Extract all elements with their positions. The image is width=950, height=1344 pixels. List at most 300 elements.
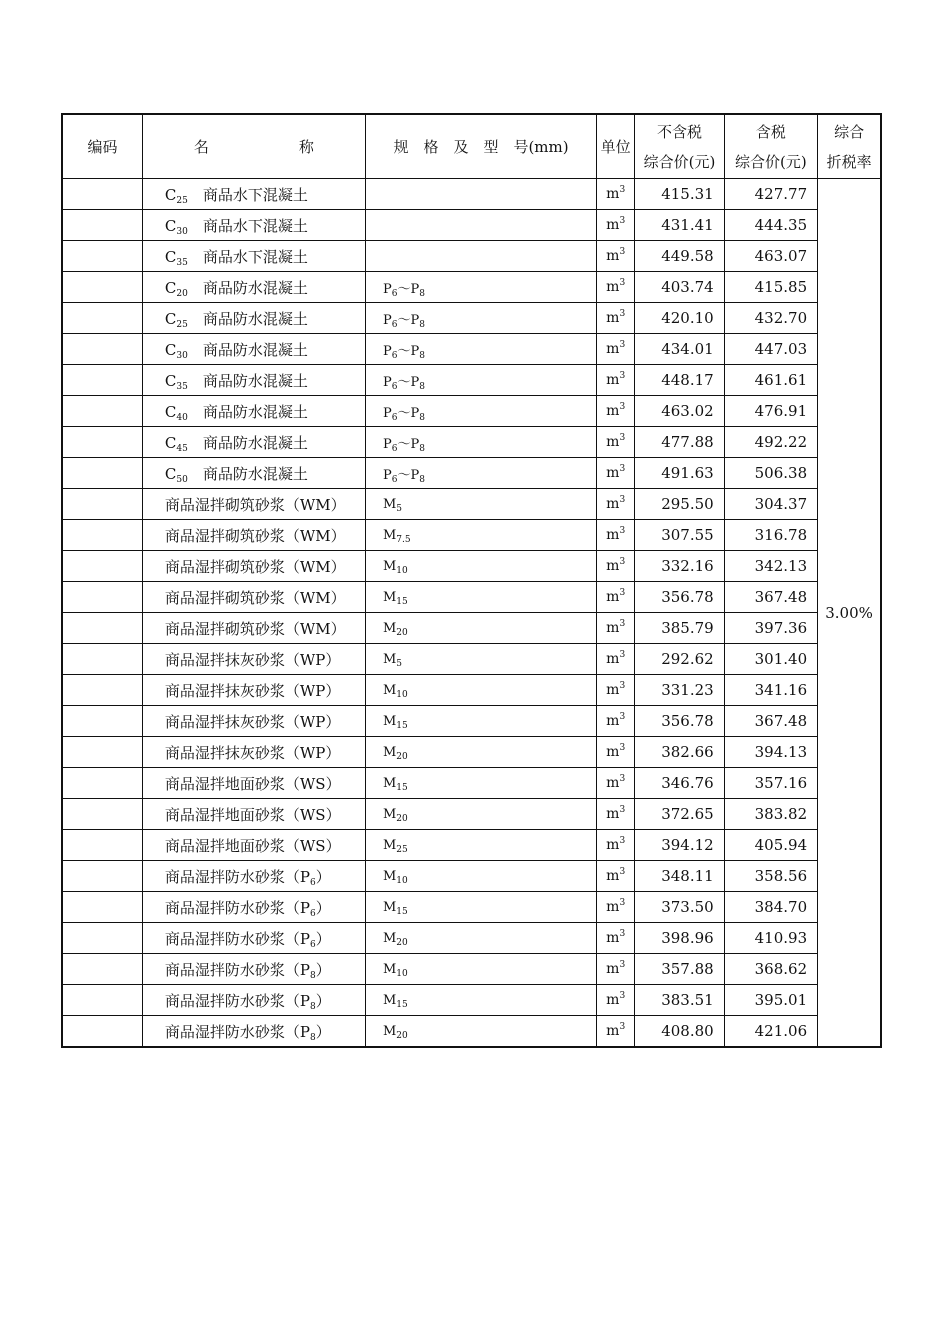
spec-subscript: 20 xyxy=(396,627,408,638)
cell-name xyxy=(142,892,365,923)
unit-base: m xyxy=(606,651,620,667)
unit-base: m xyxy=(606,186,620,202)
cell-code xyxy=(62,520,142,551)
cell-name xyxy=(142,737,365,768)
cell-name xyxy=(142,768,365,799)
cell-spec xyxy=(365,396,596,427)
unit-exponent: 3 xyxy=(619,991,626,1001)
cell-name xyxy=(142,489,365,520)
grade-letter: C xyxy=(164,433,177,452)
cell-code xyxy=(62,985,142,1016)
cell-unit xyxy=(597,396,635,427)
grade-letter: C xyxy=(164,278,177,297)
grade-letter: C xyxy=(164,309,177,328)
cell-price-incl-tax: 492.22 xyxy=(724,427,817,458)
unit-base: m xyxy=(606,620,620,636)
name-subscript: 6 xyxy=(309,877,316,888)
material-name: 商品湿拌抹灰砂浆（WP） xyxy=(164,650,341,669)
cell-name xyxy=(142,830,365,861)
table-row xyxy=(62,1016,881,1048)
cell-name xyxy=(142,799,365,830)
cell-code xyxy=(62,334,142,365)
cell-price-excl-tax: 292.62 xyxy=(635,644,724,675)
name-subscript: 8 xyxy=(309,1032,316,1043)
spec-main: M xyxy=(382,992,397,1008)
cell-code xyxy=(62,1016,142,1048)
table-row xyxy=(62,582,881,613)
spec-main: M xyxy=(382,527,397,543)
name-subscript: 8 xyxy=(309,1001,316,1012)
cell-price-incl-tax: 405.94 xyxy=(724,830,817,861)
cell-name xyxy=(142,954,365,985)
name-tail: ） xyxy=(315,867,331,886)
spec-subscript: 20 xyxy=(396,751,408,762)
cell-price-incl-tax: 341.16 xyxy=(724,675,817,706)
cell-code xyxy=(62,551,142,582)
unit-exponent: 3 xyxy=(619,650,626,660)
cell-unit xyxy=(597,737,635,768)
cell-name xyxy=(142,1016,365,1048)
cell-unit xyxy=(597,1016,635,1048)
spec-subscript: 5 xyxy=(396,658,403,669)
cell-name xyxy=(142,210,365,241)
unit-exponent: 3 xyxy=(619,247,626,257)
cell-code xyxy=(62,458,142,489)
header-code: 编码 xyxy=(62,114,142,179)
spec-main: M xyxy=(382,775,397,791)
unit-exponent: 3 xyxy=(619,216,626,226)
grade-subscript: 35 xyxy=(176,257,188,268)
table-row xyxy=(62,613,881,644)
cell-spec xyxy=(365,861,596,892)
cell-spec xyxy=(365,768,596,799)
material-name: 商品防水混凝土 xyxy=(202,278,308,297)
cell-spec xyxy=(365,179,596,210)
unit-base: m xyxy=(606,992,620,1008)
cell-price-incl-tax: 506.38 xyxy=(724,458,817,489)
header-rate-line2: 折税率 xyxy=(826,152,872,171)
unit-exponent: 3 xyxy=(619,836,626,846)
spec-subscript: 15 xyxy=(396,596,408,607)
unit-exponent: 3 xyxy=(619,371,626,381)
cell-code xyxy=(62,644,142,675)
cell-price-excl-tax: 332.16 xyxy=(635,551,724,582)
cell-unit xyxy=(597,768,635,799)
spec-range-subscript: 8 xyxy=(419,412,425,423)
spec-main: P xyxy=(382,281,392,297)
cell-code xyxy=(62,396,142,427)
cell-unit xyxy=(597,954,635,985)
spec-subscript: 6 xyxy=(391,288,398,299)
cell-name xyxy=(142,303,365,334)
strength-grade xyxy=(165,372,203,390)
unit-exponent: 3 xyxy=(619,1022,626,1032)
spec-main: M xyxy=(382,558,397,574)
spec-main: P xyxy=(382,436,392,452)
cell-unit xyxy=(597,892,635,923)
cell-price-incl-tax: 397.36 xyxy=(724,613,817,644)
cell-price-excl-tax: 408.80 xyxy=(635,1016,724,1048)
material-name: 商品湿拌砌筑砂浆（WM） xyxy=(164,619,346,638)
strength-grade xyxy=(165,434,203,452)
material-name: 商品防水混凝土 xyxy=(202,309,308,328)
grade-letter: C xyxy=(164,247,177,266)
cell-code xyxy=(62,737,142,768)
cell-tax-rate: 3.00% xyxy=(818,179,881,1048)
spec-main: M xyxy=(382,806,397,822)
material-name: 商品防水混凝土 xyxy=(202,340,308,359)
cell-spec xyxy=(365,644,596,675)
unit-exponent: 3 xyxy=(619,712,626,722)
table-row xyxy=(62,303,881,334)
cell-code xyxy=(62,489,142,520)
grade-letter: C xyxy=(164,371,177,390)
cell-price-excl-tax: 372.65 xyxy=(635,799,724,830)
grade-letter: C xyxy=(164,402,177,421)
table-row xyxy=(62,520,881,551)
table-row xyxy=(62,179,881,210)
material-name: 商品水下混凝土 xyxy=(202,216,308,235)
spec-main: M xyxy=(382,496,397,512)
grade-subscript: 50 xyxy=(176,474,188,485)
cell-price-excl-tax: 449.58 xyxy=(635,241,724,272)
spec-main: M xyxy=(382,930,397,946)
unit-base: m xyxy=(606,217,620,233)
table-row xyxy=(62,489,881,520)
unit-base: m xyxy=(606,868,620,884)
cell-code xyxy=(62,427,142,458)
grade-letter: C xyxy=(164,464,177,483)
cell-spec xyxy=(365,830,596,861)
cell-price-excl-tax: 420.10 xyxy=(635,303,724,334)
cell-unit xyxy=(597,427,635,458)
cell-price-excl-tax: 295.50 xyxy=(635,489,724,520)
cell-unit xyxy=(597,179,635,210)
name-subscript: 6 xyxy=(309,908,316,919)
unit-exponent: 3 xyxy=(619,867,626,877)
unit-exponent: 3 xyxy=(619,185,626,195)
grade-letter: C xyxy=(164,216,177,235)
header-tax-rate xyxy=(818,114,881,179)
spec-main: M xyxy=(382,837,397,853)
cell-price-incl-tax: 421.06 xyxy=(724,1016,817,1048)
cell-price-incl-tax: 316.78 xyxy=(724,520,817,551)
strength-grade xyxy=(165,248,203,266)
unit-base: m xyxy=(606,806,620,822)
material-name: 商品湿拌地面砂浆（WS） xyxy=(164,805,341,824)
unit-exponent: 3 xyxy=(619,960,626,970)
spec-subscript: 25 xyxy=(396,844,408,855)
cell-name xyxy=(142,427,365,458)
spec-main: M xyxy=(382,682,397,698)
cell-price-incl-tax: 367.48 xyxy=(724,582,817,613)
spec-subscript: 20 xyxy=(396,937,408,948)
cell-name xyxy=(142,396,365,427)
table-row xyxy=(62,396,881,427)
material-name: 商品水下混凝土 xyxy=(202,185,308,204)
unit-exponent: 3 xyxy=(619,588,626,598)
spec-subscript: 15 xyxy=(396,906,408,917)
spec-range-end: ～P xyxy=(397,374,420,390)
unit-exponent: 3 xyxy=(619,898,626,908)
cell-price-excl-tax: 356.78 xyxy=(635,706,724,737)
cell-code xyxy=(62,613,142,644)
cell-spec xyxy=(365,458,596,489)
table-row xyxy=(62,675,881,706)
cell-code xyxy=(62,799,142,830)
table-row xyxy=(62,768,881,799)
unit-base: m xyxy=(606,434,620,450)
cell-spec xyxy=(365,210,596,241)
cell-unit xyxy=(597,582,635,613)
cell-price-excl-tax: 477.88 xyxy=(635,427,724,458)
cell-unit xyxy=(597,210,635,241)
cell-price-excl-tax: 357.88 xyxy=(635,954,724,985)
table-body xyxy=(62,179,881,1048)
cell-spec xyxy=(365,799,596,830)
material-name: 商品湿拌砌筑砂浆（WM） xyxy=(164,557,346,576)
cell-unit xyxy=(597,923,635,954)
unit-base: m xyxy=(606,279,620,295)
spec-range-subscript: 8 xyxy=(419,443,425,454)
cell-price-excl-tax: 373.50 xyxy=(635,892,724,923)
cell-code xyxy=(62,892,142,923)
cell-price-incl-tax: 447.03 xyxy=(724,334,817,365)
spec-subscript: 10 xyxy=(396,875,408,886)
spec-range-end: ～P xyxy=(397,405,420,421)
cell-unit xyxy=(597,551,635,582)
unit-exponent: 3 xyxy=(619,681,626,691)
header-tax-line2: 综合价(元) xyxy=(735,152,807,171)
cell-spec xyxy=(365,954,596,985)
spec-range-end: ～P xyxy=(397,467,420,483)
cell-price-excl-tax: 448.17 xyxy=(635,365,724,396)
table-row xyxy=(62,861,881,892)
cell-price-incl-tax: 427.77 xyxy=(724,179,817,210)
material-name: 商品湿拌砌筑砂浆（WM） xyxy=(164,526,346,545)
cell-price-excl-tax: 383.51 xyxy=(635,985,724,1016)
cell-name xyxy=(142,706,365,737)
grade-subscript: 25 xyxy=(176,195,188,206)
cell-price-incl-tax: 463.07 xyxy=(724,241,817,272)
cell-unit xyxy=(597,830,635,861)
table-row xyxy=(62,954,881,985)
header-tax-line1: 含税 xyxy=(755,122,786,141)
unit-exponent: 3 xyxy=(619,805,626,815)
unit-exponent: 3 xyxy=(619,278,626,288)
cell-spec xyxy=(365,737,596,768)
cell-price-excl-tax: 434.01 xyxy=(635,334,724,365)
cell-name xyxy=(142,551,365,582)
unit-base: m xyxy=(606,961,620,977)
table-header xyxy=(62,114,881,179)
strength-grade xyxy=(165,186,203,204)
table-row xyxy=(62,799,881,830)
spec-subscript: 6 xyxy=(391,381,398,392)
spec-main: P xyxy=(382,312,392,328)
spec-range-subscript: 8 xyxy=(419,381,425,392)
cell-price-excl-tax: 491.63 xyxy=(635,458,724,489)
cell-price-incl-tax: 476.91 xyxy=(724,396,817,427)
spec-subscript: 20 xyxy=(396,813,408,824)
material-name: 商品防水混凝土 xyxy=(202,464,308,483)
unit-exponent: 3 xyxy=(619,433,626,443)
unit-base: m xyxy=(606,403,620,419)
table-row xyxy=(62,706,881,737)
table-row xyxy=(62,985,881,1016)
material-name: 商品防水混凝土 xyxy=(202,371,308,390)
spec-subscript: 6 xyxy=(391,412,398,423)
cell-price-excl-tax: 331.23 xyxy=(635,675,724,706)
grade-subscript: 30 xyxy=(176,226,188,237)
cell-price-incl-tax: 432.70 xyxy=(724,303,817,334)
unit-exponent: 3 xyxy=(619,526,626,536)
cell-name xyxy=(142,675,365,706)
cell-code xyxy=(62,768,142,799)
table-row xyxy=(62,334,881,365)
spec-range-subscript: 8 xyxy=(419,350,425,361)
strength-grade xyxy=(165,403,203,421)
cell-unit xyxy=(597,365,635,396)
grade-subscript: 25 xyxy=(176,319,188,330)
name-tail: ） xyxy=(315,898,331,917)
strength-grade xyxy=(165,310,203,328)
cell-unit xyxy=(597,334,635,365)
cell-unit xyxy=(597,272,635,303)
table-row xyxy=(62,892,881,923)
grade-subscript: 20 xyxy=(176,288,188,299)
cell-price-incl-tax: 384.70 xyxy=(724,892,817,923)
strength-grade xyxy=(165,465,203,483)
spec-range-subscript: 8 xyxy=(419,288,425,299)
spec-subscript: 15 xyxy=(396,720,408,731)
material-name: 商品水下混凝土 xyxy=(202,247,308,266)
grade-letter: C xyxy=(164,185,177,204)
spec-subscript: 5 xyxy=(396,503,403,514)
material-name: 商品湿拌抹灰砂浆（WP） xyxy=(164,681,341,700)
spec-main: M xyxy=(382,744,397,760)
spec-main: P xyxy=(382,343,392,359)
unit-exponent: 3 xyxy=(619,743,626,753)
cell-unit xyxy=(597,644,635,675)
unit-exponent: 3 xyxy=(619,495,626,505)
material-name: 商品湿拌抹灰砂浆（WP） xyxy=(164,743,341,762)
material-name: 商品防水混凝土 xyxy=(202,433,308,452)
cell-price-excl-tax: 415.31 xyxy=(635,179,724,210)
spec-range-subscript: 8 xyxy=(419,319,425,330)
unit-base: m xyxy=(606,1023,620,1039)
header-unit: 单位 xyxy=(597,114,635,179)
header-rate-line1: 综合 xyxy=(834,122,865,141)
unit-exponent: 3 xyxy=(619,774,626,784)
name-tail: ） xyxy=(315,929,331,948)
unit-base: m xyxy=(606,682,620,698)
table-row xyxy=(62,551,881,582)
cell-price-incl-tax: 394.13 xyxy=(724,737,817,768)
unit-exponent: 3 xyxy=(619,402,626,412)
name-tail: ） xyxy=(315,960,331,979)
spec-main: M xyxy=(382,589,397,605)
grade-subscript: 30 xyxy=(176,350,188,361)
header-tax-price xyxy=(724,114,817,179)
unit-exponent: 3 xyxy=(619,464,626,474)
spec-subscript: 6 xyxy=(391,350,398,361)
cell-code xyxy=(62,303,142,334)
spec-subscript: 15 xyxy=(396,782,408,793)
cell-unit xyxy=(597,985,635,1016)
unit-base: m xyxy=(606,837,620,853)
name-tail: ） xyxy=(315,991,331,1010)
header-notax-line2: 综合价(元) xyxy=(643,152,716,171)
cell-name xyxy=(142,923,365,954)
cell-unit xyxy=(597,861,635,892)
unit-base: m xyxy=(606,248,620,264)
table-row xyxy=(62,737,881,768)
cell-code xyxy=(62,210,142,241)
cell-name xyxy=(142,365,365,396)
cell-spec xyxy=(365,334,596,365)
cell-price-excl-tax: 431.41 xyxy=(635,210,724,241)
cell-price-excl-tax: 385.79 xyxy=(635,613,724,644)
material-name: 商品湿拌防水砂浆（P xyxy=(164,867,310,886)
spec-range-end: ～P xyxy=(397,281,420,297)
unit-base: m xyxy=(606,744,620,760)
unit-base: m xyxy=(606,465,620,481)
cell-code xyxy=(62,706,142,737)
spec-range-end: ～P xyxy=(397,436,420,452)
spec-main: P xyxy=(382,374,392,390)
unit-base: m xyxy=(606,310,620,326)
cell-price-incl-tax: 358.56 xyxy=(724,861,817,892)
cell-price-excl-tax: 382.66 xyxy=(635,737,724,768)
cell-price-incl-tax: 304.37 xyxy=(724,489,817,520)
spec-main: M xyxy=(382,713,397,729)
cell-price-excl-tax: 348.11 xyxy=(635,861,724,892)
cell-name xyxy=(142,520,365,551)
cell-price-incl-tax: 410.93 xyxy=(724,923,817,954)
cell-name xyxy=(142,613,365,644)
table-row xyxy=(62,272,881,303)
cell-code xyxy=(62,241,142,272)
table-row xyxy=(62,458,881,489)
cell-unit xyxy=(597,613,635,644)
strength-grade xyxy=(165,341,203,359)
material-name: 商品湿拌防水砂浆（P xyxy=(164,929,310,948)
cell-name xyxy=(142,644,365,675)
cell-price-incl-tax: 367.48 xyxy=(724,706,817,737)
header-name: 名 称 xyxy=(142,114,365,179)
cell-code xyxy=(62,830,142,861)
unit-base: m xyxy=(606,930,620,946)
unit-exponent: 3 xyxy=(619,340,626,350)
unit-exponent: 3 xyxy=(619,557,626,567)
grade-subscript: 45 xyxy=(176,443,188,454)
cell-unit xyxy=(597,706,635,737)
header-notax-line1: 不含税 xyxy=(656,122,702,141)
name-subscript: 6 xyxy=(309,939,316,950)
spec-subscript: 10 xyxy=(396,968,408,979)
cell-code xyxy=(62,954,142,985)
unit-base: m xyxy=(606,341,620,357)
spec-subscript: 10 xyxy=(396,565,408,576)
spec-main: P xyxy=(382,467,392,483)
unit-base: m xyxy=(606,899,620,915)
cell-name xyxy=(142,241,365,272)
table-row xyxy=(62,923,881,954)
cell-unit xyxy=(597,458,635,489)
cell-price-excl-tax: 356.78 xyxy=(635,582,724,613)
cell-unit xyxy=(597,675,635,706)
